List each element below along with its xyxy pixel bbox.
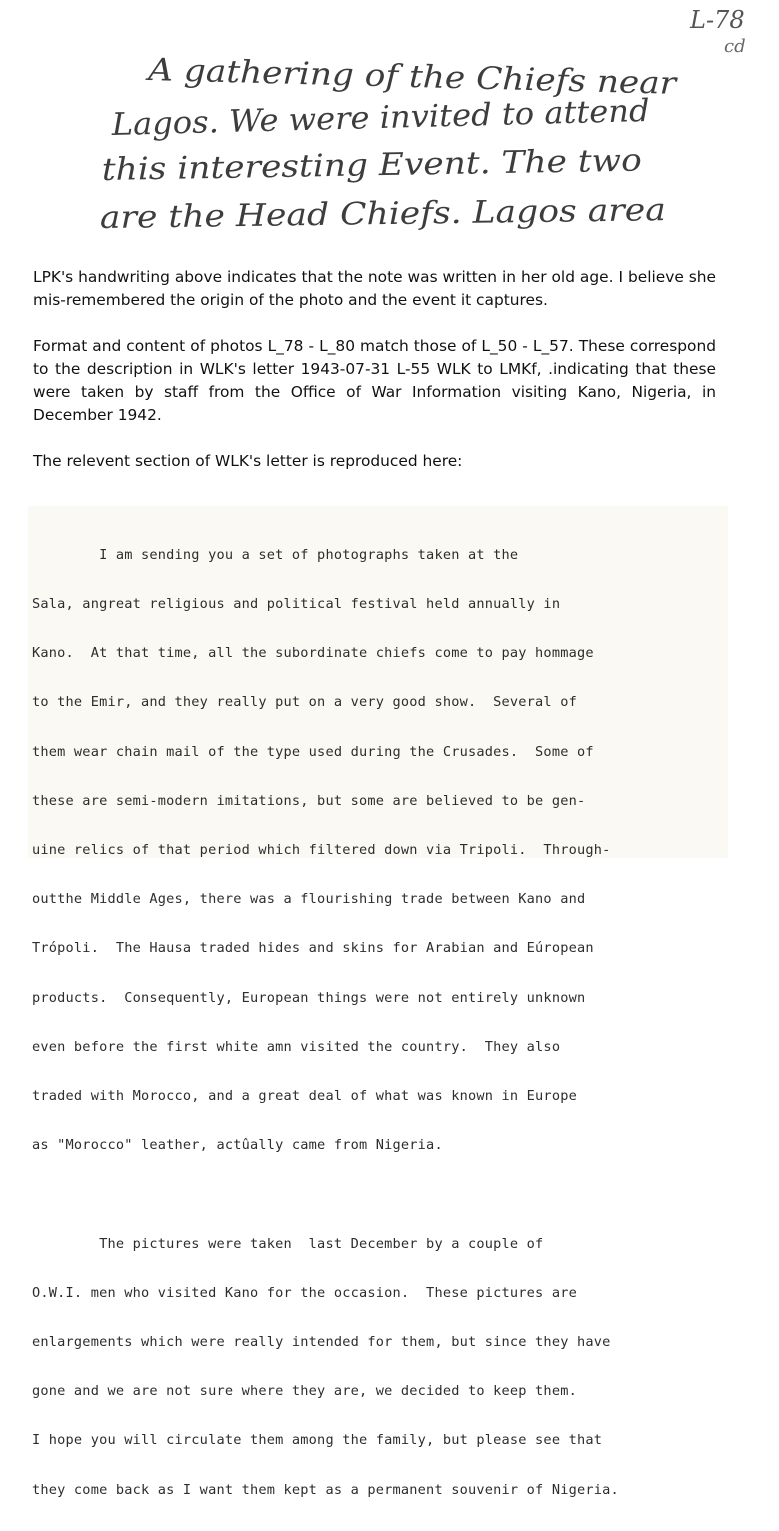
commentary xyxy=(33,266,716,473)
handwritten-line-4: are the Head Chiefs. Lagos area xyxy=(99,192,609,236)
handwritten-line-2: Lagos. We were invited to attend xyxy=(111,93,632,143)
corner-tag-sub: cd xyxy=(724,36,746,57)
letter-line: as "Morocco" leather, actûally came from Nigeria. xyxy=(32,1137,443,1154)
letter-line: O.W.I. men who visited Kano for the occasion. These pictures are xyxy=(32,1284,577,1301)
letter-line: these are semi-modern imitations, but some are believed to be gen- xyxy=(32,792,586,809)
handwritten-line-3: this interesting Event. The two xyxy=(101,143,590,188)
letter-excerpt xyxy=(28,506,728,1498)
corner-tag: L-78 xyxy=(690,6,745,34)
handwritten-note-svg xyxy=(0,0,779,255)
letter-line: enlargements which were really intended for them, but since they have xyxy=(32,1334,611,1351)
commentary-paragraph-1: LPK's handwriting above indicates that the note was written in her old age. I believe she mis-remembered the origin of the photo and the event it captures. xyxy=(33,268,716,309)
handwritten-note xyxy=(0,0,779,255)
letter-line: products. Consequently, European things were not entirely unknown xyxy=(32,989,586,1006)
letter-line: I am sending you a set of photographs taken at the xyxy=(32,546,519,563)
letter-line: traded with Morocco, and a great deal of what was known in Europe xyxy=(32,1088,577,1105)
letter-line: outthe Middle Ages, there was a flourishing trade between Kano and xyxy=(32,891,586,908)
letter-line: even before the first white amn visited the country. They also xyxy=(32,1038,561,1055)
letter-line: Sala, angreat religious and political festival held annually in xyxy=(32,596,561,613)
commentary-paragraph-3: The relevent section of WLK's letter is reproduced here: xyxy=(33,452,463,470)
handwritten-line-1: A gathering of the Chiefs near xyxy=(147,52,626,101)
letter-line: The pictures were taken last December by a couple of xyxy=(32,1235,544,1252)
letter-text xyxy=(32,514,732,1531)
letter-line: to the Emir, and they really put on a very good show. Several of xyxy=(32,694,577,711)
letter-line: them wear chain mail of the type used during the Crusades. Some of xyxy=(32,743,594,760)
letter-paragraph-gap xyxy=(32,1186,732,1202)
letter-line: gone and we are not sure where they are, we decided to keep them. xyxy=(32,1383,577,1400)
letter-line: Kano. At that time, all the subordinate chiefs come to pay hommage xyxy=(32,645,594,662)
letter-line: they come back as I want them kept as a permanent souvenir of Nigeria. xyxy=(32,1481,619,1498)
letter-line: I hope you will circulate them among the family, but please see that xyxy=(32,1432,603,1449)
letter-line: Trópoli. The Hausa traded hides and skins for Arabian and Eúropean xyxy=(32,940,594,957)
letter-line: uine relics of that period which filtered down via Tripoli. Through- xyxy=(32,842,611,859)
commentary-paragraph-2: Format and content of photos L_78 - L_80 match those of L_50 - L_57. These correspond to the description in WLK's letter 1943-07-31 L-55 WLK to LMKf, .indicating that these were taken by staff from the Office of War Information visiting Kano, Nigeria, in December 1942. xyxy=(33,337,716,424)
